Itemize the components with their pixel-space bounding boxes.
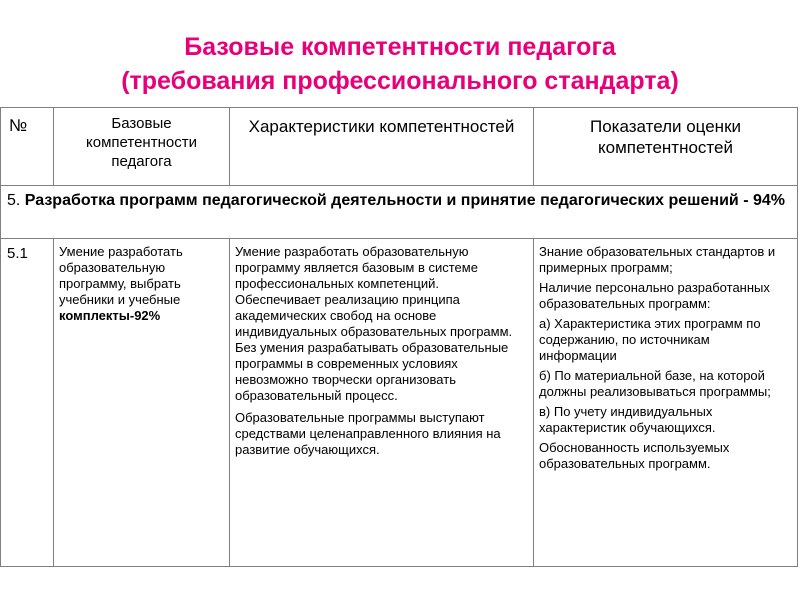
characteristics-paragraph-1: Умение разработать образовательную программу является базовым в системе профессиональных компетенций. Обеспечивает реализацию принципа академических свобод на основе индивидуальных образовательных программ. Без умения разрабатывать образовательные программы в современных условиях невозможно творчески организовать образовательный процесс. bbox=[235, 244, 513, 403]
section-number: 5. bbox=[7, 192, 21, 209]
header-characteristics: Характеристики компетентностей bbox=[230, 108, 534, 186]
header-number: № bbox=[1, 108, 54, 186]
indicator-item-4: б) По материальной базе, на которой должны реализовываться программы; bbox=[539, 368, 771, 399]
table-header-row bbox=[1, 108, 798, 186]
competence-table bbox=[0, 107, 798, 567]
indicator-item-3: а) Характеристика этих программ по содержанию, по источникам информации bbox=[539, 316, 761, 363]
header-competence: Базовые компетентности педагога bbox=[54, 108, 230, 186]
table-row bbox=[1, 239, 798, 567]
row-indicators bbox=[534, 239, 798, 567]
section-title: Разработка программ педагогической деятельности и принятие педагогических решений - 94% bbox=[24, 192, 785, 209]
row-competence bbox=[54, 239, 230, 567]
header-indicators: Показатели оценки компетентностей bbox=[534, 108, 798, 186]
characteristics-paragraph-2: Образовательные программы выступают средствами целенаправленного влияния на развитие обучающихся. bbox=[235, 410, 501, 457]
title-line-1: Базовые компетентности педагога bbox=[184, 33, 616, 61]
row-number: 5.1 bbox=[1, 239, 54, 567]
competence-text: Умение разработать образовательную программу, выбрать учебники и учебные bbox=[59, 244, 183, 307]
page-title bbox=[0, 30, 800, 98]
row-characteristics bbox=[230, 239, 534, 567]
title-line-2: (требования профессионального стандарта) bbox=[121, 67, 679, 95]
section-row bbox=[1, 186, 798, 239]
indicator-item-1: Знание образовательных стандартов и примерных программ; bbox=[539, 244, 776, 275]
indicator-item-6: Обоснованность используемых образовательных программ. bbox=[539, 440, 730, 471]
section-cell bbox=[1, 186, 798, 239]
indicator-item-2: Наличие персонально разработанных образовательных программ: bbox=[539, 280, 770, 311]
indicator-item-5: в) По учету индивидуальных характеристик обучающихся. bbox=[539, 404, 716, 435]
competence-bold: комплекты-92% bbox=[59, 308, 161, 323]
